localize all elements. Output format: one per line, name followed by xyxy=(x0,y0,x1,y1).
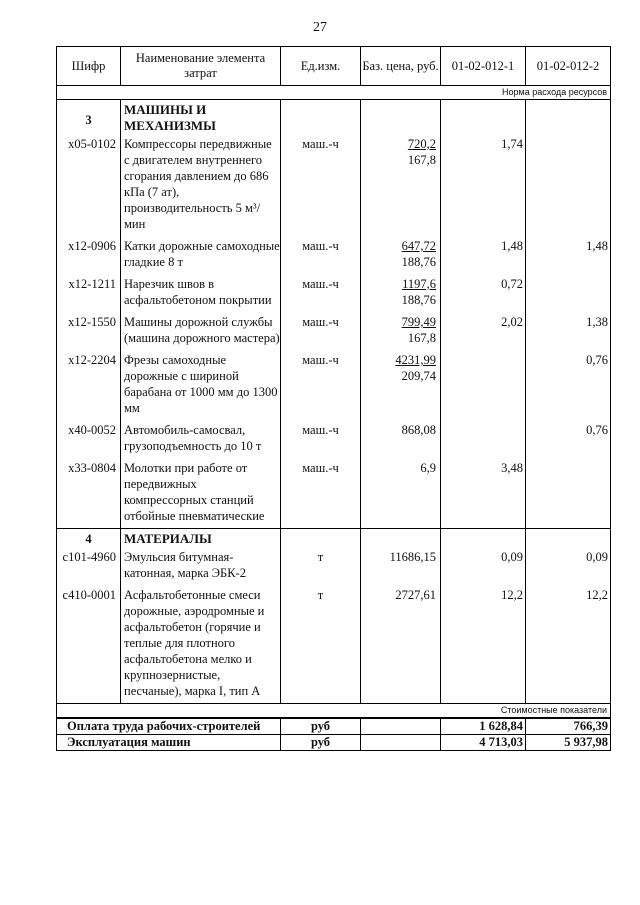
row-price xyxy=(361,274,441,312)
row-unit: т xyxy=(281,585,361,704)
table-row xyxy=(57,236,611,274)
row-unit: маш.-ч xyxy=(281,312,361,350)
row-name: Автомобиль-самосвал, грузоподъемность до 10 т xyxy=(121,420,281,458)
cost-subheader xyxy=(57,704,611,719)
row-value-2: 0,76 xyxy=(526,420,611,458)
row-value-2: 1,38 xyxy=(526,312,611,350)
total-value-2: 5 937,98 xyxy=(526,735,611,751)
row-price xyxy=(361,134,441,236)
row-unit: маш.-ч xyxy=(281,350,361,420)
row-value-2: 0,76 xyxy=(526,350,611,420)
cost-label: Стоимостные показатели xyxy=(57,704,611,719)
row-unit: маш.-ч xyxy=(281,236,361,274)
price-wage: 167,8 xyxy=(407,331,436,345)
table-row xyxy=(57,134,611,236)
row-name: Катки дорожные самоходные гладкие 8 т xyxy=(121,236,281,274)
row-value-2 xyxy=(526,134,611,236)
price-wage: 188,76 xyxy=(401,293,436,307)
row-code: х12-1211 xyxy=(57,274,121,312)
row-price: 868,08 xyxy=(361,420,441,458)
total-row xyxy=(57,735,611,751)
page-number: 27 xyxy=(313,20,327,35)
price-base: 720,2 xyxy=(407,137,436,151)
table-row xyxy=(57,274,611,312)
row-value-2 xyxy=(526,458,611,529)
table-row xyxy=(57,585,611,704)
row-code: с410-0001 xyxy=(57,585,121,704)
table-header xyxy=(57,47,611,86)
resource-norms-table xyxy=(56,46,611,751)
row-value-1: 3,48 xyxy=(441,458,526,529)
table-row xyxy=(57,350,611,420)
row-code: х12-2204 xyxy=(57,350,121,420)
row-unit: маш.-ч xyxy=(281,134,361,236)
row-value-2: 0,09 xyxy=(526,547,611,585)
price-base: 647,72 xyxy=(401,239,436,253)
section-title: МАШИНЫ И МЕХАНИЗМЫ xyxy=(121,100,281,135)
row-value-1: 0,72 xyxy=(441,274,526,312)
header-col1: 01-02-012-1 xyxy=(441,47,526,86)
header-code: Шифр xyxy=(57,47,121,86)
row-code: х12-1550 xyxy=(57,312,121,350)
row-value-1: 12,2 xyxy=(441,585,526,704)
row-code: х05-0102 xyxy=(57,134,121,236)
section-code: 4 xyxy=(57,529,121,548)
row-name: Эмульсия битумная-катонная, марка ЭБК-2 xyxy=(121,547,281,585)
row-code: х12-0906 xyxy=(57,236,121,274)
row-unit: т xyxy=(281,547,361,585)
price-base: 4231,99 xyxy=(395,353,436,367)
price-wage: 167,8 xyxy=(407,153,436,167)
row-unit: маш.-ч xyxy=(281,458,361,529)
total-unit: руб xyxy=(281,718,361,735)
row-value-2: 12,2 xyxy=(526,585,611,704)
row-value-1 xyxy=(441,350,526,420)
price-base: 1197,6 xyxy=(402,277,436,291)
row-code: х33-0804 xyxy=(57,458,121,529)
table-row xyxy=(57,547,611,585)
row-name: Молотки при работе от передвижных компрессорных станций отбойные пневматические xyxy=(121,458,281,529)
row-name: Асфальтобетонные смеси дорожные, аэродромные и асфальтобетон (горячие и теплые для плотного асфальтобетона мелко и крупнозернистые, песчаные), марка I, тип А xyxy=(121,585,281,704)
row-code: с101-4960 xyxy=(57,547,121,585)
total-value-1: 4 713,03 xyxy=(441,735,526,751)
row-name: Фрезы самоходные дорожные с шириной барабана от 1000 мм до 1300 мм xyxy=(121,350,281,420)
row-name: Компрессоры передвижные с двигателем внутреннего сгорания давлением до 686 кПа (7 ат), производительность 5 м³/мин xyxy=(121,134,281,236)
total-label: Эксплуатация машин xyxy=(57,735,281,751)
total-row xyxy=(57,718,611,735)
row-value-1: 2,02 xyxy=(441,312,526,350)
row-price: 6,9 xyxy=(361,458,441,529)
row-unit: маш.-ч xyxy=(281,420,361,458)
total-unit: руб xyxy=(281,735,361,751)
row-name: Машины дорожной службы (машина дорожного мастера) xyxy=(121,312,281,350)
row-value-2 xyxy=(526,274,611,312)
header-name: Наименование элемента затрат xyxy=(121,47,281,86)
price-wage: 188,76 xyxy=(401,255,436,269)
table-row xyxy=(57,420,611,458)
row-price: 11686,15 xyxy=(361,547,441,585)
row-code: х40-0052 xyxy=(57,420,121,458)
row-price xyxy=(361,236,441,274)
row-name: Нарезчик швов в асфальтобетоном покрытии xyxy=(121,274,281,312)
row-price xyxy=(361,312,441,350)
row-price: 2727,61 xyxy=(361,585,441,704)
row-price xyxy=(361,350,441,420)
row-value-1 xyxy=(441,420,526,458)
total-label: Оплата труда рабочих-строителей xyxy=(57,718,281,735)
header-price: Баз. цена, руб. xyxy=(361,47,441,86)
table-row xyxy=(57,312,611,350)
section-row xyxy=(57,529,611,548)
row-value-1: 1,48 xyxy=(441,236,526,274)
section-code: 3 xyxy=(57,100,121,135)
price-wage: 209,74 xyxy=(401,369,436,383)
norm-subheader xyxy=(57,86,611,100)
section-title: МАТЕРИАЛЫ xyxy=(121,529,281,548)
total-value-2: 766,39 xyxy=(526,718,611,735)
row-value-2: 1,48 xyxy=(526,236,611,274)
header-unit: Ед.изм. xyxy=(281,47,361,86)
header-col2: 01-02-012-2 xyxy=(526,47,611,86)
table-row xyxy=(57,458,611,529)
norm-label: Норма расхода ресурсов xyxy=(57,86,611,100)
total-value-1: 1 628,84 xyxy=(441,718,526,735)
row-value-1: 1,74 xyxy=(441,134,526,236)
section-row xyxy=(57,100,611,135)
row-unit: маш.-ч xyxy=(281,274,361,312)
row-value-1: 0,09 xyxy=(441,547,526,585)
price-base: 799,49 xyxy=(401,315,436,329)
